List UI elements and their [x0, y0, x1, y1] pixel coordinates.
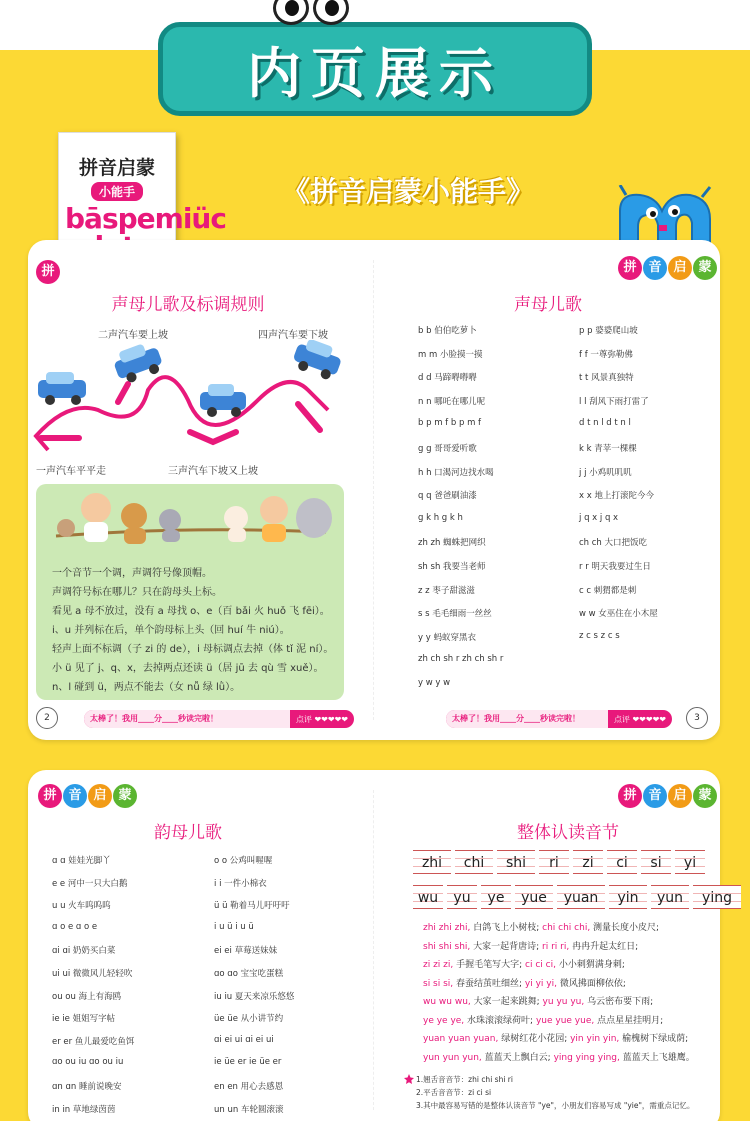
rhyme-line: w w 女巫住在小木屋 — [579, 609, 658, 620]
syllable-poem-line — [423, 1013, 663, 1026]
poem-pinyin: si si si, — [423, 978, 454, 989]
rhyme-line: g g 哥哥爱听歌 — [418, 444, 477, 454]
page-divider — [373, 260, 374, 720]
reading-record-bar — [446, 710, 672, 728]
rhyme-line: zh zh 蜘蛛把网织 — [418, 538, 486, 549]
section-heading-whole-syllables: 整体认读音节 — [517, 823, 619, 843]
book-name-heading: 《拼音启蒙小能手》 — [282, 175, 535, 208]
poem-pinyin: yin yin yin, — [570, 1034, 620, 1044]
tone-label-3: 三声汽车下坡又上坡 — [168, 466, 258, 477]
rhyme-line: er er 鱼儿最爱吃鱼饵 — [52, 1036, 135, 1047]
rhyme-line: e e 河中一只大白鹅 — [52, 878, 128, 889]
syllable-cell: chi — [455, 850, 493, 874]
syllable-cell: yuan — [557, 885, 605, 909]
rhyme-line: sh sh 我要当老师 — [418, 562, 486, 572]
logo-right — [618, 784, 718, 808]
syllable-cell: yi — [675, 850, 705, 874]
reading-record-bar — [84, 710, 354, 728]
note-line: 2.平舌音音节：zi ci si — [416, 1088, 492, 1097]
note-line: 1.翘舌音音节：zhi chi shi ri — [416, 1075, 513, 1084]
page-title: 内页展示 — [247, 41, 503, 105]
syllable-cell: ying — [693, 885, 741, 909]
logo-char: 拼 — [618, 256, 642, 280]
poem-pinyin: ying ying ying, — [553, 1052, 620, 1063]
syllable-poem-line — [423, 920, 659, 933]
rhyme-line: f f 一尊弥勒佛 — [579, 349, 633, 360]
rhyme-line: ɑ o e ɑ o e — [52, 921, 98, 932]
rhyme-line: üe üe 从小讲节约 — [214, 1014, 284, 1025]
logo-right — [618, 256, 718, 280]
tone-car-illustration — [28, 340, 348, 455]
rhyme-line: ɑ ɑ 娃娃光脚丫 — [52, 856, 111, 866]
inner-page-spread-1 — [28, 240, 720, 740]
poem-text: 微风拂面柳依依; — [556, 978, 626, 989]
syllable-cell: yun — [651, 885, 689, 909]
syllable-poem-line — [423, 1050, 695, 1063]
reading-time-text: 太棒了！我用____分____秒读完啦！ — [84, 710, 290, 728]
poem-pinyin: yun yun yun, — [423, 1052, 482, 1063]
rating-hearts: 点评 ❤❤❤❤❤ — [613, 714, 666, 724]
poem-text: 绿树红花小花园; — [498, 1034, 571, 1044]
rhyme-line: k k 青苹一棵棵 — [579, 444, 637, 454]
rule-line: 轻声上面不标调（子 zi 的 de），i 母标调点去掉（体 tǐ 泥 ní）。 — [52, 644, 334, 655]
poem-text: 春蚕结茧吐细丝; — [453, 978, 525, 989]
book-cover-letters: bāspemiüc — [65, 202, 226, 235]
poem-text: 测量长度小皮尺; — [590, 923, 660, 933]
book-cover-subtitle: 小能手 — [91, 182, 143, 201]
animals-tug-of-war-illustration — [46, 488, 336, 554]
rhyme-line: t t 风景真独特 — [579, 373, 634, 384]
syllable-poem-line — [423, 976, 626, 989]
poem-pinyin: yuan yuan yuan, — [423, 1034, 499, 1044]
logo-left — [36, 260, 61, 284]
syllable-cell: ri — [539, 850, 569, 874]
rhyme-line: i i 一件小棉衣 — [214, 878, 267, 889]
poem-pinyin: ri ri ri, — [542, 941, 570, 952]
poem-pinyin: wu wu wu, — [423, 997, 471, 1007]
rhyme-line: ü ü 勒着马儿吁吁吁 — [214, 901, 290, 912]
rhyme-line: x x 地上打滚陀今今 — [579, 491, 654, 502]
syllable-cell: yin — [609, 885, 647, 909]
syllable-cell: zi — [573, 850, 603, 874]
rhyme-line: b p m f b p m f — [418, 418, 482, 429]
rhyme-line: iu iu 夏天来凉乐悠悠 — [214, 991, 295, 1002]
poem-text: 白鸽飞上小树枝; — [470, 923, 543, 933]
car-icon — [290, 340, 345, 382]
poem-text: 冉冉升起太红日; — [569, 941, 639, 952]
poem-text: 小小刺猬满身刺; — [555, 960, 625, 970]
logo-char: 音 — [643, 784, 667, 808]
logo-char: 音 — [63, 784, 87, 808]
rule-line: 声调符号标在哪儿？只在韵母头上标。 — [52, 587, 222, 598]
poem-pinyin: yi yi yi, — [524, 978, 557, 989]
syllable-cell: shi — [497, 850, 535, 874]
note-line: 3.其中最容易写错的是整体认读音节 "ye"，小朋友们容易写成 "yie"，需重点记忆。 — [416, 1101, 695, 1110]
poem-text: 点点星星挂明月; — [594, 1015, 664, 1026]
syllable-grid-row-2 — [413, 885, 745, 909]
poem-pinyin: yue yue yue, — [535, 1015, 595, 1026]
rhyme-line: ei ei 草莓送妹妹 — [214, 946, 278, 957]
syllable-cell: zhi — [413, 850, 451, 874]
logo-char: 拼 — [618, 784, 642, 808]
poem-pinyin: zi zi zi, — [423, 960, 454, 970]
rhyme-line: j j 小鸡叽叽叽 — [579, 467, 632, 478]
poem-pinyin: ye ye ye, — [423, 1015, 465, 1026]
rhyme-line: en en 用心去感恩 — [214, 1082, 284, 1092]
syllable-cell: ci — [607, 850, 637, 874]
logo-char: 启 — [88, 784, 112, 808]
syllable-cell: yue — [515, 885, 553, 909]
poem-pinyin: yu yu yu, — [542, 997, 585, 1007]
logo-char: 拼 — [36, 260, 60, 284]
rhyme-line: o o 公鸡叫喔喔 — [214, 856, 273, 866]
rule-line: n、l 碰到 ü，两点不能去（女 nǚ 绿 lǜ）。 — [52, 682, 241, 693]
rhyme-line: in in 草地绿茵茵 — [52, 1104, 116, 1115]
poem-pinyin: ci ci ci, — [525, 960, 556, 970]
logo-left — [38, 784, 138, 808]
syllable-grid-row-1 — [413, 850, 709, 874]
tone-rules-box — [36, 484, 344, 700]
poem-text: 乌云密布要下雨; — [584, 997, 654, 1007]
logo-char: 蒙 — [693, 784, 717, 808]
rhyme-line: b b 伯伯吃萝卜 — [418, 326, 477, 336]
page-number: 2 — [36, 707, 58, 729]
section-heading-finals-song: 韵母儿歌 — [154, 823, 222, 843]
poem-text: 大家一起来跳舞; — [470, 997, 543, 1007]
rhyme-line: c c 刺猬都是刺 — [579, 585, 637, 596]
rating-hearts: 点评 ❤❤❤❤❤ — [295, 714, 348, 724]
poem-pinyin: zhi zhi zhi, — [423, 923, 471, 933]
logo-char: 音 — [643, 256, 667, 280]
tone-label-2: 二声汽车要上坡 — [98, 330, 168, 341]
rhyme-line: n n 哪吒在哪儿呢 — [418, 396, 486, 407]
tone-label-4: 四声汽车要下坡 — [258, 330, 328, 341]
poem-text: 大家一起背唐诗; — [470, 941, 543, 952]
rhyme-line: ie üe er ie üe er — [214, 1057, 282, 1068]
rhyme-line: ɑn ɑn 睡前说晚安 — [52, 1082, 122, 1092]
inner-page-spread-2 — [28, 770, 732, 1121]
rhyme-line: r r 明天我要过生日 — [579, 562, 651, 572]
rhyme-line: q q 爸爸刷油漆 — [418, 491, 477, 502]
rhyme-line: z z 枣子甜滋滋 — [418, 585, 475, 596]
poem-text: 榆槐树下绿成荫; — [619, 1034, 689, 1044]
page-title-banner — [158, 22, 592, 116]
rhyme-line: ch ch 大口把饭吃 — [579, 538, 648, 549]
rhyme-line: un un 车轮圆滚滚 — [214, 1104, 284, 1115]
poem-pinyin: chi chi chi, — [542, 923, 591, 933]
syllable-poem-line — [423, 939, 638, 952]
car-icon — [200, 384, 246, 417]
car-icon — [38, 372, 86, 405]
rhyme-line: y w y w — [418, 678, 451, 688]
syllable-poem-line — [423, 994, 653, 1007]
poem-pinyin: shi shi shi, — [423, 941, 471, 952]
rhyme-line: m m 小脸摸一摸 — [418, 349, 483, 360]
page-number: 3 — [686, 707, 708, 729]
section-heading-initials-song: 声母儿歌 — [514, 295, 582, 315]
rhyme-line: ie ie 姐姐写字帖 — [52, 1014, 116, 1025]
syllable-cell: ye — [481, 885, 511, 909]
logo-char: 蒙 — [113, 784, 137, 808]
rhyme-line: j q x j q x — [579, 512, 619, 523]
syllable-cell: si — [641, 850, 671, 874]
section-heading-tone-rules: 声母儿歌及标调规则 — [111, 295, 265, 315]
rule-line: 一个音节一个调，声调符号像顶帽。 — [52, 568, 212, 579]
poem-text: 蓝蓝天上飘白云; — [481, 1052, 554, 1063]
tone-label-1: 一声汽车平平走 — [36, 466, 106, 477]
rhyme-line: l l 刮风下雨打雷了 — [579, 396, 649, 407]
syllable-cell: yu — [447, 885, 477, 909]
logo-char: 启 — [668, 784, 692, 808]
left-eye-icon — [273, 0, 309, 25]
syllable-poem-line — [423, 1031, 688, 1044]
rhyme-line: zh ch sh r zh ch sh r — [418, 654, 504, 665]
rule-line: 小 ü 见了 j、q、x，去掉两点还读 ü（居 jū 去 qù 雪 xuě）。 — [52, 663, 324, 674]
rhyme-line: ɑo ou iu ɑo ou iu — [52, 1057, 124, 1068]
rhyme-line: y y 蚂蚁穿黑衣 — [418, 632, 476, 643]
logo-char: 蒙 — [693, 256, 717, 280]
reading-time-text: 太棒了！我用____分____秒读完啦！ — [446, 710, 608, 728]
rhyme-line: g k h g k h — [418, 512, 463, 523]
right-eye-icon — [313, 0, 349, 25]
logo-char: 启 — [668, 256, 692, 280]
poem-text: 蓝蓝天上飞雄鹰。 — [619, 1052, 695, 1063]
rule-line: i、u 并列标在后，单个韵母标上头（回 huí 牛 niú）。 — [52, 625, 290, 636]
rhyme-line: s s 毛毛细雨一丝丝 — [418, 609, 492, 620]
rhyme-line: p p 婆婆爬山坡 — [579, 326, 638, 336]
poem-text: 手握毛笔写大字; — [453, 960, 526, 970]
book-cover-title: 拼音启蒙 — [78, 157, 155, 179]
rhyme-line: d t n l d t n l — [579, 418, 631, 429]
syllable-poem-line — [423, 957, 625, 970]
rhyme-line: ɑi ei ui ɑi ei ui — [214, 1034, 274, 1045]
rhyme-line: ui ui 微微风儿轻轻吹 — [52, 969, 133, 979]
rhyme-line: u u 火车呜呜呜 — [52, 901, 111, 912]
rhyme-line: d d 马蹄嘚嘚嘚 — [418, 373, 477, 384]
rule-line: 看见 a 母不放过，没有 a 母找 o、e（百 bǎi 火 huǒ 飞 fēi）。 — [52, 606, 330, 617]
syllable-cell: wu — [413, 885, 443, 909]
logo-char: 拼 — [38, 784, 62, 808]
rhyme-line: h h 口渴河边找水喝 — [418, 467, 494, 478]
star-icon — [404, 1074, 414, 1084]
rhyme-line: ɑo ɑo 宝宝吃蛋糕 — [214, 969, 284, 979]
page-divider — [373, 790, 374, 1110]
rhyme-line: z c s z c s — [579, 630, 620, 641]
rhyme-line: ɑi ɑi 奶奶买白菜 — [52, 946, 116, 957]
rhyme-line: ou ou 海上有海鸥 — [52, 991, 122, 1002]
rhyme-line: i u ü i u ü — [214, 921, 254, 932]
poem-text: 水珠滚滚绿荷叶; — [464, 1015, 536, 1026]
